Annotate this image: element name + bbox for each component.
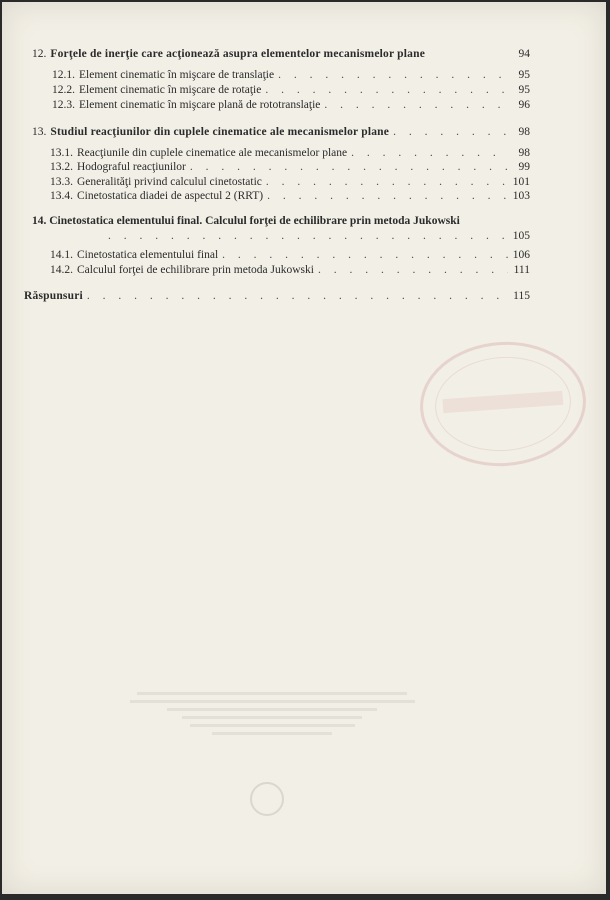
toc-number: 13.1. <box>50 147 73 159</box>
toc-number: 12.1. <box>52 69 75 81</box>
toc-section-14-2 <box>50 264 530 277</box>
toc-title: Forţele de inerţie care acţionează asupra elementelor mecanismelor plane <box>50 48 426 60</box>
toc-leader-dots <box>265 84 508 97</box>
toc-section-14-1 <box>50 249 530 262</box>
toc-leader-dots <box>222 249 508 262</box>
toc-number: 12.3. <box>52 99 75 111</box>
toc-leader-dots <box>324 99 508 112</box>
toc-page-number: 98 <box>518 126 530 138</box>
toc-title: Hodograful reacţiunilor <box>77 161 186 173</box>
toc-number: 13.4. <box>50 190 73 202</box>
toc-title: Cinetostatica diadei de aspectul 2 (RRT) <box>77 190 264 202</box>
toc-title: Răspunsuri <box>24 290 83 302</box>
toc-chapter-13 <box>32 126 530 139</box>
toc-section-13-4 <box>50 190 530 203</box>
toc-section-12-3 <box>52 99 530 112</box>
toc-leader-dots <box>87 290 508 303</box>
toc-title: Element cinematic în mişcare de rotaţie <box>79 84 262 96</box>
toc-section-13-2 <box>50 161 530 174</box>
toc-number: 12.2. <box>52 84 75 96</box>
toc-answers <box>24 290 530 303</box>
toc-title: Reacţiunile din cuplele cinematice ale mecanismelor plane <box>77 147 348 159</box>
toc-title: Cinetostatica elementului final <box>77 249 219 261</box>
toc-page-number: 99 <box>518 161 530 173</box>
toc-leader-dots <box>318 264 508 277</box>
toc-page-number: 115 <box>513 290 530 302</box>
toc-number: 14.1. <box>50 249 73 261</box>
toc-number: 12. <box>32 48 47 60</box>
toc-leader-dots <box>351 147 508 160</box>
toc-title: Generalităţi privind calculul cinetostatic <box>77 176 262 188</box>
toc-leader-dots <box>267 190 508 203</box>
faint-imprint <box>122 687 422 757</box>
toc-leader-dots <box>393 126 508 139</box>
toc-page-number: 96 <box>518 99 530 111</box>
toc-title: Element cinematic în mişcare plană de rototranslaţie <box>79 99 321 111</box>
toc-title: Studiul reacţiunilor din cuplele cinematice ale mecanismelor plane <box>50 126 390 138</box>
toc-number: 14.2. <box>50 264 73 276</box>
toc-page-number: 103 <box>512 190 530 202</box>
toc-number: 14. <box>32 215 47 227</box>
toc-section-13-1 <box>50 147 530 160</box>
toc-page-number: 106 <box>512 249 530 261</box>
toc-chapter-14 <box>32 215 502 228</box>
toc-leader-dots <box>108 230 508 243</box>
toc-chapter-14-leader <box>32 230 530 243</box>
library-stamp <box>416 336 590 471</box>
toc-page-number: 95 <box>518 84 530 96</box>
publisher-emblem <box>250 782 284 816</box>
toc-title: Cinetostatica elementului final. Calculul forţei de echilibrare prin metoda Jukowski <box>49 215 460 227</box>
toc-page-number: 94 <box>518 48 530 60</box>
toc-page-number: 95 <box>518 69 530 81</box>
toc-section-12-1 <box>52 69 530 82</box>
toc-leader-dots <box>190 161 508 174</box>
book-page <box>2 2 606 894</box>
toc-chapter-12 <box>32 48 530 61</box>
toc-leader-dots <box>278 69 508 82</box>
toc-page-number: 98 <box>518 147 530 159</box>
toc-number: 13.3. <box>50 176 73 188</box>
toc-title: Calculul forţei de echilibrare prin metoda Jukowski <box>77 264 314 276</box>
toc-section-12-2 <box>52 84 530 97</box>
toc-title: Element cinematic în mişcare de translaţie <box>79 69 275 81</box>
toc-page-number: 111 <box>513 264 530 276</box>
toc-number: 13.2. <box>50 161 73 173</box>
toc-page-number: 105 <box>512 230 530 242</box>
toc-leader-dots <box>266 176 508 189</box>
toc-number: 13. <box>32 126 47 138</box>
toc-page-number: 101 <box>512 176 530 188</box>
toc-section-13-3 <box>50 176 530 189</box>
